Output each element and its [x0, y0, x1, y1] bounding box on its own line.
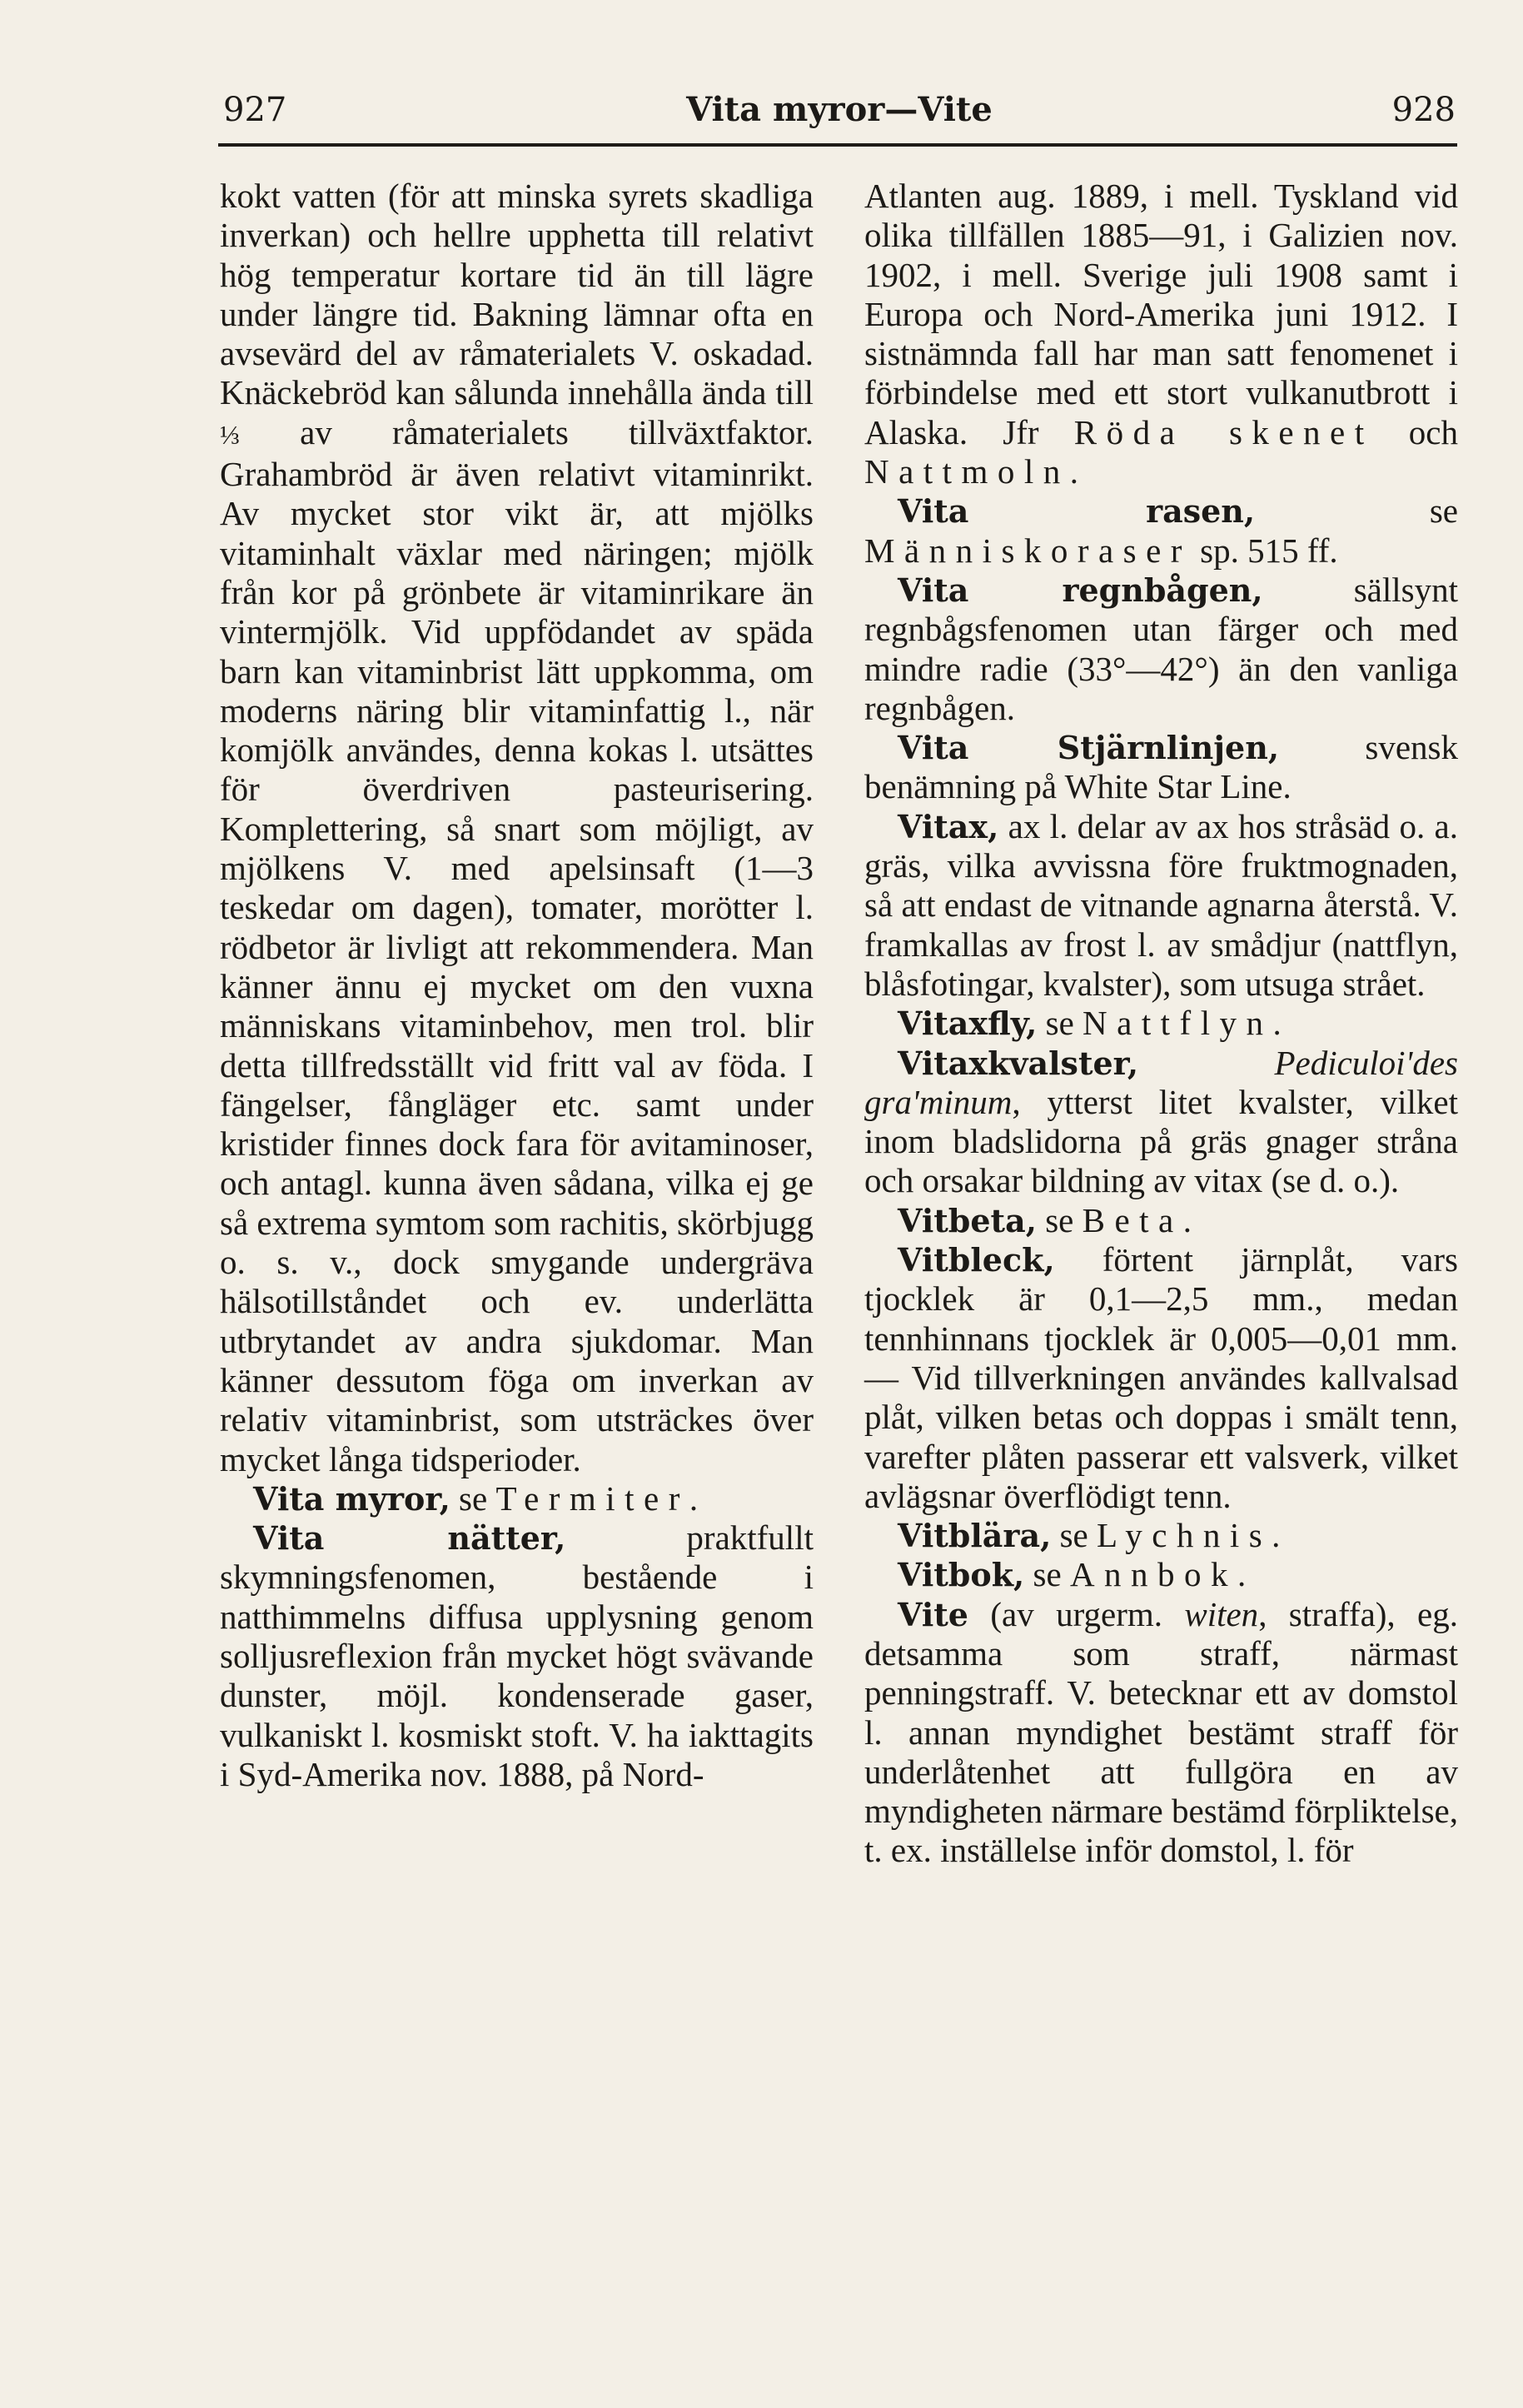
headword: Vita nätter, [253, 1519, 566, 1558]
entry-text: och [1373, 412, 1458, 451]
headword: Vita regnbågen, [898, 571, 1263, 609]
headword: Vitbleck, [898, 1241, 1055, 1279]
see-label: se [450, 1478, 496, 1518]
latin-name: Pediculoi'des gra'minum [864, 1043, 1458, 1121]
entry-text: ax l. delar av ax hos stråsäd o. a. gräs, vilka avvissna före fruktmognaden, så att endast de vitnande agnarna återstå. V. framkallas av frost l. av smådjur (nattflyn, blåsfotingar, kvalster), som utsuga strået. [864, 806, 1458, 1003]
headword: Vite [898, 1595, 968, 1633]
see-label: se [1037, 1004, 1083, 1043]
etymology-word: witen [1184, 1594, 1259, 1633]
cross-reference: Beta [1082, 1200, 1183, 1239]
entry-vita-regnbagen [864, 571, 1458, 728]
cross-reference: Termiter [495, 1478, 689, 1518]
entry-text: av råmaterialets tillväxtfaktor. Grahambröd är även relativt vitaminrikt. Av mycket stor vikt är, att mjölks vitaminhalt växlar med näringen; mjölk från kor på grönbete är vitaminrikare än vintermjölk. Vid uppfödandet av späda barn kan vitaminbrist lätt uppkomma, om moderns näring blir vitaminfattig l., när komjölk användes, denna kokas l. utsättes för överdriven pasteurisering. Komplettering, så snart som möjligt, av mjölkens V. med apelsinsaft (1—3 teskedar om dagen), tomater, morötter l. rödbetor är livligt att rekommendera. Man känner ännu ej mycket om den vuxna människans vitaminbehov, men trol. blir detta tillfredsställt vid fritt val av föda. I fängelser, fångläger etc. samt under kristider finnes dock fara för avitaminoser, och antagl. kunna även sådana, vilka ej ge så extrema symtom som rachitis, skörbjugg o. s. v., dock smygande undergräva hälsotillståndet och ev. underlätta utbrytandet av andra sjukdomar. Man känner dessutom föga om inverkan av relativ vitaminbrist, som utsträckes över mycket långa tidsperioder. [220, 412, 814, 1478]
see-label: se [1051, 1516, 1097, 1555]
left-column [220, 177, 814, 1794]
headword: Vita rasen, [898, 492, 1256, 531]
entry-text: svensk benämning på White Star Line. [864, 728, 1458, 806]
cross-reference: Människoraser [864, 531, 1192, 570]
entry-continuation-vitaminer [220, 177, 814, 1479]
punctuation: . [1182, 1200, 1192, 1239]
punctuation: . [1069, 452, 1078, 491]
right-column [864, 177, 1458, 1871]
entry-vita-natter [220, 1518, 814, 1794]
headword: Vita Stjärnlinjen, [898, 729, 1280, 767]
entry-vitax [864, 807, 1458, 1004]
entry-text: sällsynt regnbågsfenomen utan färger och med mindre radie (33°—42°) än den vanliga regnbågen. [864, 570, 1458, 727]
punctuation: . [1272, 1516, 1281, 1555]
cross-reference: Nattflyn [1083, 1004, 1273, 1043]
entry-text: kokt vatten (för att minska syrets skadliga inverkan) och hellre upphetta till relativt hög temperatur kortare tid än till lägre under längre tid. Bakning lämnar ofta en avsevärd del av råmaterialets V. oskadad. Knäckebröd kan sålunda innehålla ända till [220, 177, 814, 412]
punctuation: . [689, 1478, 699, 1518]
entry-vitblara [864, 1516, 1458, 1555]
cross-reference: Annbok [1069, 1555, 1237, 1594]
see-label: se [1024, 1555, 1070, 1594]
entry-vita-myror [220, 1479, 814, 1518]
headword: Vitbok, [898, 1556, 1025, 1594]
right-page-number: 928 [1391, 91, 1456, 129]
entry-vita-rasen [864, 491, 1458, 571]
headword: Vitax, [898, 807, 999, 845]
entry-vitbleck [864, 1240, 1458, 1516]
see-label: se [1255, 491, 1458, 531]
headword: Vitaxkvalster, [898, 1044, 1139, 1082]
entry-text: , straffa), eg. detsamma som straff, närmast penningstraff. V. betecknar ett av domstol l. annan myndighet bestämt straff för underlåtenhet att fullgöra en av myndigheten närmare bestämd förpliktelse, t. ex. inställelse inför domstol, l. för [864, 1594, 1458, 1870]
cross-reference: Nattmoln [864, 452, 1070, 491]
entry-text: (av urgerm. [968, 1594, 1185, 1633]
left-page-number: 927 [223, 91, 287, 129]
fraction-one-third: ⅓ [220, 419, 240, 450]
punctuation: . [1272, 1004, 1282, 1043]
entry-vitbeta [864, 1201, 1458, 1240]
page-header [223, 82, 1456, 140]
entry-vita-stjarnlinjen [864, 728, 1458, 807]
entry-text: Atlanten aug. 1889, i mell. Tyskland vid olika tillfällen 1885—91, i Galizien nov. 1902, i mell. Sverige juli 1908 samt i Europa och Nord-Amerika juni 1912. I sistnämnda fall har man satt fenomenet i förbindelse med ett stort vulkanutbrott i Alaska. Jfr [864, 177, 1458, 451]
entry-continuation-vita-natter [864, 177, 1458, 491]
headword: Vitbeta, [898, 1201, 1037, 1239]
cross-reference: Röda skenet [1073, 412, 1374, 451]
entry-text: förtent järnplåt, vars tjocklek är 0,1—2,5 mm., medan tennhinnans tjocklek är 0,005—0,01 mm. — Vid tillverkningen användes kallvalsad plåt, vilken betas och doppas i smält tenn, varefter plåten passerar ett valsverk, vilket avlägsnar överflödigt tenn. [864, 1240, 1458, 1515]
headword: Vitaxfly, [898, 1005, 1038, 1043]
entry-text: , ytterst litet kvalster, vilket inom bladslidorna på gräs gnager stråna och orsakar bildning av vitax (se d. o.). [864, 1082, 1458, 1200]
entry-vitbok [864, 1555, 1458, 1594]
running-title: Vita myror—Vite [686, 90, 993, 129]
header-rule [218, 143, 1457, 147]
see-label: se [1036, 1200, 1083, 1239]
cross-reference: Lychnis [1096, 1516, 1272, 1555]
entry-vite [864, 1595, 1458, 1871]
punctuation: . [1237, 1555, 1247, 1594]
headword: Vitblära, [898, 1517, 1052, 1555]
entry-text: praktfullt skymningsfenomen, bestående i natthimmelns diffusa upplysning genom solljusreflexion från mycket högt svävande dunster, möjl. kondenserade gaser, vulkaniskt l. kosmiskt stoft. V. ha iakttagits i Syd-Amerika nov. 1888, på Nord- [220, 1518, 814, 1793]
entry-vitaxkvalster [864, 1044, 1458, 1201]
entry-vitaxfly [864, 1004, 1458, 1043]
entry-text: sp. 515 ff. [1191, 531, 1338, 570]
headword: Vita myror, [253, 1479, 450, 1518]
